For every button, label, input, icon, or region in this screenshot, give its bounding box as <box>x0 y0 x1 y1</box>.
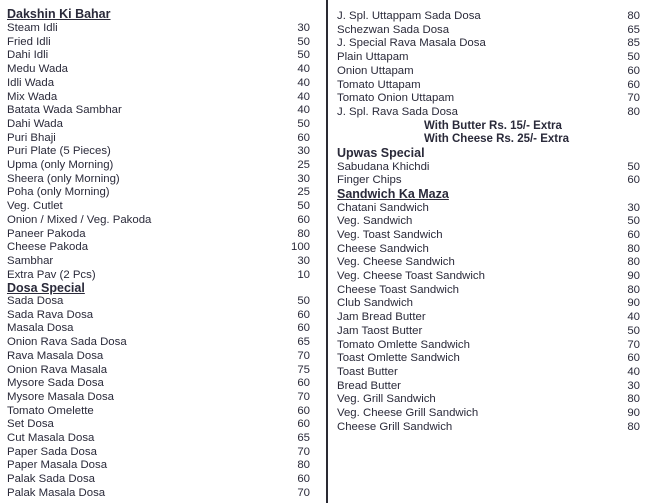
menu-item-price: 80 <box>627 393 640 406</box>
menu-item-price: 80 <box>627 10 640 22</box>
menu-item <box>0 36 320 49</box>
menu-item-name: Dahi Wada <box>7 117 63 130</box>
menu-item <box>332 421 650 434</box>
menu-item <box>332 339 650 352</box>
menu-item-name: Veg. Sandwich <box>337 215 413 228</box>
menu-item-price: 60 <box>627 228 640 241</box>
menu-item-name: Set Dosa <box>7 418 54 431</box>
menu-item-price: 50 <box>297 295 310 307</box>
menu-item-price: 60 <box>627 64 640 77</box>
menu-item <box>0 432 320 445</box>
menu-item <box>0 473 320 486</box>
menu-item-name: Tomato Omelette <box>7 404 94 417</box>
menu-item-price: 50 <box>297 117 310 130</box>
menu-item-price: 60 <box>297 418 310 431</box>
section-heading-upwas-special: Upwas Special <box>337 146 425 160</box>
menu-item <box>0 295 320 308</box>
menu-item <box>0 173 320 186</box>
menu-item <box>0 309 320 322</box>
menu-item <box>0 350 320 363</box>
menu-item-price: 60 <box>297 322 310 335</box>
menu-item-name: Sabudana Khichdi <box>337 160 430 173</box>
menu-item-name: Chatani Sandwich <box>337 201 429 214</box>
menu-item-price: 50 <box>297 200 310 213</box>
menu-item <box>0 132 320 145</box>
menu-item <box>332 79 650 92</box>
menu-item <box>0 118 320 131</box>
menu-item-name: Veg. Cheese Sandwich <box>337 256 455 269</box>
cheese-extra-note: With Cheese Rs. 25/- Extra <box>424 133 569 146</box>
menu-item-price: 30 <box>627 201 640 214</box>
menu-item-name: Tomato Omlette Sandwich <box>337 338 470 351</box>
menu-item-name: Sada Rava Dosa <box>7 308 94 321</box>
menu-item <box>332 311 650 324</box>
menu-item-name: Veg. Cheese Grill Sandwich <box>337 407 479 419</box>
menu-item <box>0 405 320 418</box>
menu-item <box>332 243 650 256</box>
menu-item-name: Plain Uttapam <box>337 51 409 64</box>
menu-item-name: Batata Wada Sambhar <box>7 104 122 117</box>
menu-item-price: 70 <box>297 486 310 499</box>
menu-item-name: Cheese Sandwich <box>337 242 429 255</box>
menu-item-price: 60 <box>297 131 310 144</box>
menu-item <box>332 51 650 64</box>
menu-item-price: 60 <box>297 473 310 486</box>
menu-item-price: 40 <box>297 63 310 76</box>
menu-item <box>0 159 320 172</box>
menu-item <box>332 10 650 23</box>
menu-item-price: 80 <box>627 420 640 433</box>
column-divider <box>326 0 328 503</box>
section-heading-sandwich-ka-maza: Sandwich Ka Maza <box>337 187 449 201</box>
menu-item <box>332 106 650 119</box>
menu-item-price: 40 <box>627 311 640 324</box>
menu-item <box>0 487 320 500</box>
menu-item-name: Extra Pav (2 Pcs) <box>7 268 96 281</box>
menu-item <box>0 322 320 335</box>
menu-item <box>0 459 320 472</box>
menu-item-name: Schezwan Sada Dosa <box>337 23 450 36</box>
menu-item <box>0 22 320 35</box>
menu-item <box>332 65 650 78</box>
menu-item-price: 85 <box>627 37 640 50</box>
menu-item-name: Onion Rava Sada Dosa <box>7 336 127 349</box>
menu-item <box>0 336 320 349</box>
menu-item <box>0 446 320 459</box>
menu-item-name: Onion Rava Masala <box>7 363 108 376</box>
menu-item <box>0 391 320 404</box>
menu-item-name: Palak Masala Dosa <box>7 486 106 499</box>
menu-item-price: 40 <box>297 76 310 89</box>
menu-item-name: Jam Bread Butter <box>337 311 426 324</box>
menu-item <box>332 270 650 283</box>
menu-item-price: 30 <box>627 379 640 392</box>
menu-item-price: 60 <box>297 404 310 417</box>
menu-item-price: 70 <box>627 92 640 105</box>
menu-item-name: Puri Bhaji <box>7 131 56 144</box>
menu-item-name: Onion Uttapam <box>337 64 414 77</box>
menu-item-name: Sheera (only Morning) <box>7 172 120 185</box>
menu-item-name: Masala Dosa <box>7 322 74 335</box>
menu-item-name: Paneer Pakoda <box>7 227 86 240</box>
menu-item-price: 80 <box>297 227 310 240</box>
menu-item-price: 60 <box>297 308 310 321</box>
menu-item-price: 50 <box>297 35 310 48</box>
menu-item-price: 30 <box>297 172 310 185</box>
menu-item-price: 30 <box>297 22 310 34</box>
menu-item-price: 70 <box>627 338 640 351</box>
menu-item-name: Tomato Onion Uttapam <box>337 92 455 105</box>
menu-item <box>0 186 320 199</box>
menu-item-name: Dahi Idli <box>7 49 49 62</box>
menu-item-price: 80 <box>627 105 640 118</box>
menu-item-name: Medu Wada <box>7 63 68 76</box>
menu-item-name: Idli Wada <box>7 76 55 89</box>
menu-item-price: 50 <box>627 215 640 228</box>
menu-item <box>0 77 320 90</box>
menu-item-price: 60 <box>627 174 640 187</box>
menu-item-price: 70 <box>297 445 310 458</box>
menu-item <box>0 241 320 254</box>
menu-item <box>332 24 650 37</box>
menu-item <box>332 297 650 310</box>
menu-item-name: Toast Omlette Sandwich <box>337 352 460 365</box>
menu-item <box>332 352 650 365</box>
menu-item-price: 80 <box>627 283 640 296</box>
menu-item <box>332 393 650 406</box>
menu-item <box>0 200 320 213</box>
menu-item <box>0 377 320 390</box>
menu-item-price: 50 <box>627 324 640 337</box>
menu-item-price: 40 <box>627 365 640 378</box>
menu-item-name: Poha (only Morning) <box>7 186 110 199</box>
menu-item <box>0 364 320 377</box>
menu-item-name: Steam Idli <box>7 22 58 34</box>
menu-item-name: Cheese Pakoda <box>7 241 89 254</box>
menu-item <box>0 228 320 241</box>
menu-item-name: Cheese Toast Sandwich <box>337 283 459 296</box>
menu-item-price: 30 <box>297 254 310 267</box>
menu-item-price: 65 <box>297 336 310 349</box>
menu-item-price: 80 <box>627 242 640 255</box>
menu-item-name: Rava Masala Dosa <box>7 349 104 362</box>
menu-item-price: 80 <box>627 256 640 269</box>
butter-extra-note: With Butter Rs. 15/- Extra <box>424 119 562 132</box>
menu-item <box>332 407 650 420</box>
menu-item-name: Veg. Cheese Toast Sandwich <box>337 270 485 282</box>
menu-item-name: Jam Taost Butter <box>337 324 423 337</box>
menu-item <box>332 380 650 393</box>
menu-item-price: 90 <box>627 270 640 282</box>
menu-item-name: Palak Sada Dosa <box>7 473 96 486</box>
section-heading-dosa-special: Dosa Special <box>7 281 85 295</box>
menu-item <box>332 92 650 105</box>
menu-item-name: J. Spl. Rava Sada Dosa <box>337 105 458 118</box>
menu-item-price: 75 <box>297 363 310 376</box>
menu-item-price: 65 <box>627 23 640 36</box>
menu-item-name: J. Spl. Uttappam Sada Dosa <box>337 10 481 22</box>
menu-item <box>332 161 650 174</box>
menu-item-price: 80 <box>297 459 310 472</box>
menu-item-name: Veg. Toast Sandwich <box>337 228 443 241</box>
menu-item-name: Sada Dosa <box>7 295 64 307</box>
menu-item <box>0 63 320 76</box>
menu-item <box>332 215 650 228</box>
menu-item <box>0 49 320 62</box>
menu-item-price: 100 <box>290 241 310 254</box>
menu-item <box>332 284 650 297</box>
menu-item-name: Veg. Cutlet <box>7 200 63 213</box>
menu-item <box>332 37 650 50</box>
menu-item <box>0 255 320 268</box>
menu-item-name: J. Special Rava Masala Dosa <box>337 37 486 50</box>
menu-item-name: Onion / Mixed / Veg. Pakoda <box>7 213 152 226</box>
menu-item-price: 40 <box>297 104 310 117</box>
menu-item-price: 90 <box>627 297 640 310</box>
menu-item <box>0 145 320 158</box>
menu-item-price: 50 <box>627 160 640 173</box>
menu-item-name: Toast Butter <box>337 365 398 378</box>
menu-item <box>332 366 650 379</box>
menu-item <box>0 269 320 282</box>
menu-item-price: 30 <box>297 145 310 158</box>
menu-item-price: 90 <box>627 407 640 419</box>
menu-item-name: Upma (only Morning) <box>7 159 114 171</box>
menu-item-name: Veg. Grill Sandwich <box>337 393 436 406</box>
section-heading-dakshin-ki-bahar: Dakshin Ki Bahar <box>7 7 111 21</box>
menu-item-price: 50 <box>627 51 640 64</box>
menu-item <box>332 229 650 242</box>
menu-item-name: Bread Butter <box>337 379 401 392</box>
menu-item-price: 60 <box>627 352 640 365</box>
menu-item-name: Fried Idli <box>7 35 51 48</box>
menu-item-name: Tomato Uttapam <box>337 78 421 91</box>
menu-item-name: Cheese Grill Sandwich <box>337 420 453 433</box>
menu-item-price: 65 <box>297 432 310 444</box>
menu-item-price: 70 <box>297 390 310 403</box>
menu-item-name: Paper Masala Dosa <box>7 459 108 472</box>
menu-item <box>332 325 650 338</box>
menu-item <box>332 202 650 215</box>
menu-item <box>0 104 320 117</box>
menu-item-name: Club Sandwich <box>337 297 413 310</box>
menu-item-price: 10 <box>297 268 310 281</box>
menu-item-name: Sambhar <box>7 254 54 267</box>
menu-item <box>0 418 320 431</box>
menu-item-price: 40 <box>297 90 310 103</box>
menu-item-price: 25 <box>297 159 310 171</box>
menu-item <box>332 174 650 187</box>
menu-item-price: 60 <box>297 213 310 226</box>
menu-item-name: Paper Sada Dosa <box>7 445 97 458</box>
menu-item-price: 50 <box>297 49 310 62</box>
menu-item-name: Mysore Masala Dosa <box>7 390 114 403</box>
menu-item-name: Puri Plate (5 Pieces) <box>7 145 111 158</box>
menu-item-price: 60 <box>297 377 310 390</box>
menu-item-name: Finger Chips <box>337 174 402 187</box>
menu-item-price: 70 <box>297 349 310 362</box>
menu-item-name: Cut Masala Dosa <box>7 432 95 444</box>
menu-item-price: 25 <box>297 186 310 199</box>
menu-item <box>332 256 650 269</box>
menu-item-price: 60 <box>627 78 640 91</box>
menu-item <box>0 91 320 104</box>
menu-item <box>0 214 320 227</box>
menu-item-name: Mysore Sada Dosa <box>7 377 104 390</box>
menu-item-name: Mix Wada <box>7 90 58 103</box>
